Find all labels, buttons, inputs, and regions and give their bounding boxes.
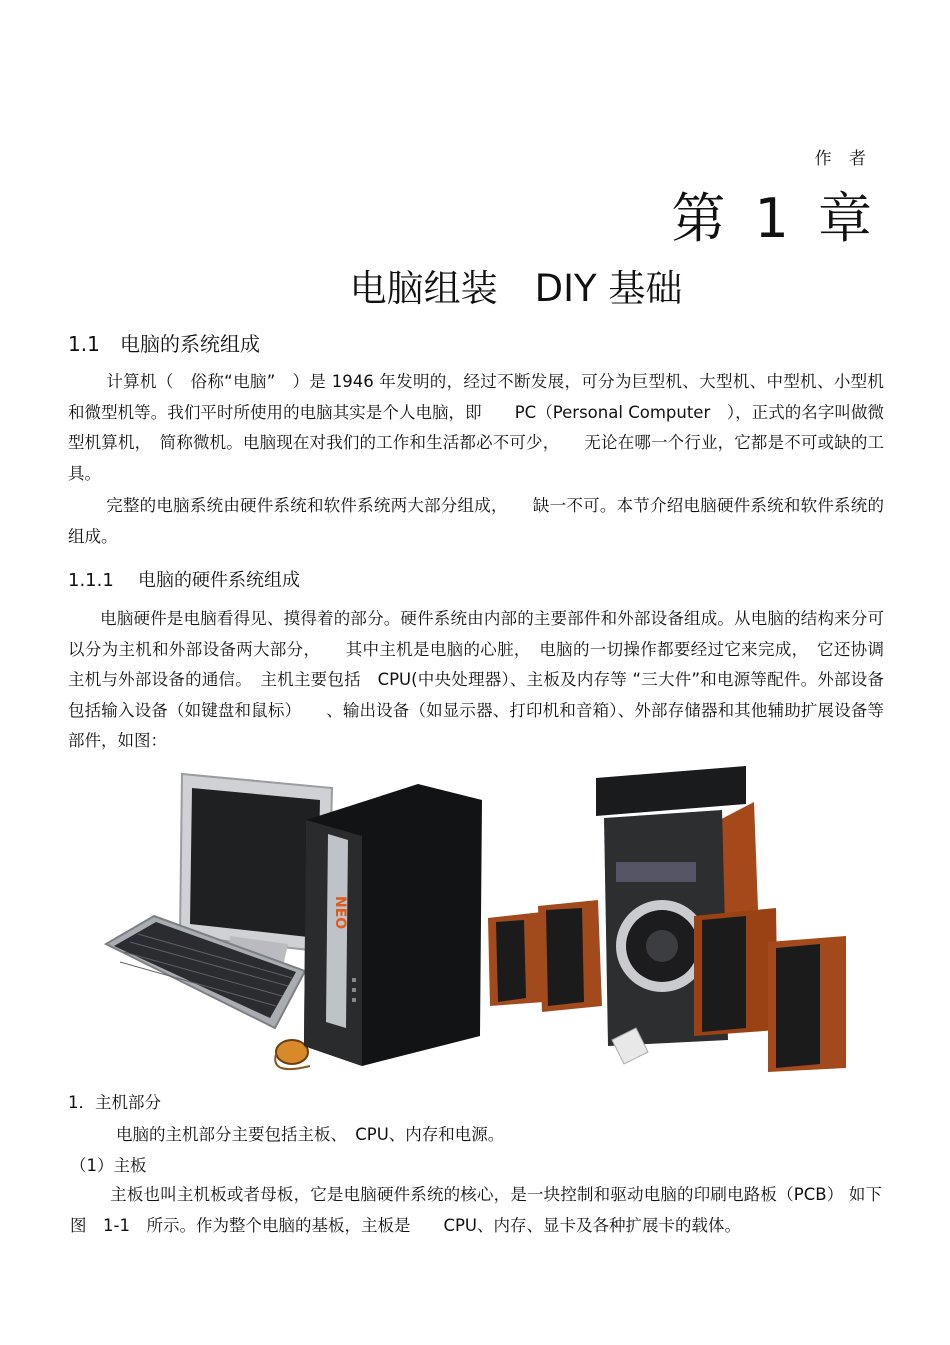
section-heading-1-1-1	[68, 566, 300, 592]
paragraph-motherboard	[70, 1180, 882, 1241]
brand-logo: NEO	[332, 896, 348, 930]
section-title: 电脑的系统组成	[120, 332, 260, 356]
section-number: 1.1	[68, 332, 100, 356]
item-heading-motherboard: （1）主板	[70, 1156, 147, 1175]
computer-image	[100, 766, 485, 1078]
paragraph-computer-intro	[68, 367, 884, 489]
speaker-system-image	[484, 766, 854, 1078]
paragraph-text: 主板也叫主机板或者母板，它是电脑硬件系统的核心，是一块控制和驱动电脑的印刷电路板（PCB） 如下图 1-1 所示。作为整个电脑的基板，主板是 CPU、内存、显卡及各种扩展卡的载体。	[70, 1185, 882, 1235]
book-title: 电脑组装 DIY 基础	[349, 267, 683, 310]
author-label: 作 者	[814, 149, 872, 169]
chapter-heading: 第 1 章	[671, 187, 878, 250]
paragraph-text: 电脑硬件是电脑看得见、摸得着的部分。硬件系统由内部的主要部件和外部设备组成。从电脑的结构来分可以分为主机和外部设备两大部分， 其中主机是电脑的心脏， 电脑的一切操作都要经过它来完成， 它还协调主机与外部设备的通信。 主机主要包括 CPU(中央处理器）、主板及内存等 “三大件”和电源等配件。外部设备包括输入设备（如键盘和鼠标） 、输出设备（如显示器、打印机和音箱）、外部存储器和其他辅助扩展设备等部件，如图：	[68, 609, 884, 750]
paragraph-system-composition	[68, 491, 884, 552]
paragraph-text: 完整的电脑系统由硬件系统和软件系统两大部分组成， 缺一不可。本节介绍电脑硬件系统和软件系统的组成。	[68, 496, 884, 546]
part-text-host: 电脑的主机部分主要包括主板、 CPU、内存和电源。	[116, 1125, 505, 1144]
section-number: 1.1.1	[68, 570, 114, 591]
section-heading-1-1	[68, 328, 260, 357]
section-title: 电脑的硬件系统组成	[138, 570, 300, 591]
paragraph-hardware	[68, 604, 884, 757]
paragraph-text: 计算机（ 俗称“电脑” ）是 1946 年发明的，经过不断发展，可分为巨型机、大型机、中型机、小型机和微型机等。我们平时所使用的电脑其实是个人电脑，即 PC（Personal Computer ），正式的名字叫做微型机算机， 简称微机。电脑现在对我们的工作和生活都必不可少， 无论在哪一个行业，它都是不可或缺的工具。	[68, 372, 884, 483]
part-heading-host: 1．主机部分	[68, 1093, 161, 1112]
